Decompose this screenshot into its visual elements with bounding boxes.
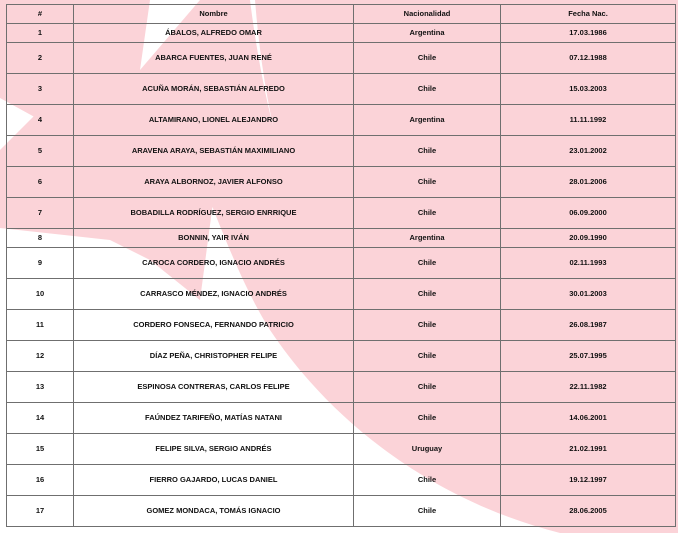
row-name: ARAYA ALBORNOZ, JAVIER ALFONSO bbox=[74, 167, 354, 198]
table-row bbox=[7, 465, 676, 496]
table-row bbox=[7, 372, 676, 403]
row-name: ACUÑA MORÁN, SEBASTIÁN ALFREDO bbox=[74, 74, 354, 105]
row-nationality: Argentina bbox=[354, 24, 501, 43]
row-name: BONNIN, YAIR IVÁN bbox=[74, 229, 354, 248]
row-birth-date: 20.09.1990 bbox=[501, 229, 676, 248]
table-row bbox=[7, 74, 676, 105]
table-row bbox=[7, 24, 676, 43]
row-birth-date: 23.01.2002 bbox=[501, 136, 676, 167]
row-birth-date: 30.01.2003 bbox=[501, 279, 676, 310]
row-birth-date: 11.11.1992 bbox=[501, 105, 676, 136]
table-header-row bbox=[7, 5, 676, 24]
table-row bbox=[7, 310, 676, 341]
row-nationality: Chile bbox=[354, 74, 501, 105]
row-num: 2 bbox=[7, 43, 74, 74]
row-num: 7 bbox=[7, 198, 74, 229]
row-nationality: Chile bbox=[354, 43, 501, 74]
row-birth-date: 26.08.1987 bbox=[501, 310, 676, 341]
table-row bbox=[7, 248, 676, 279]
row-name: FELIPE SILVA, SERGIO ANDRÉS bbox=[74, 434, 354, 465]
row-nationality: Uruguay bbox=[354, 434, 501, 465]
row-name: ABARCA FUENTES, JUAN RENÉ bbox=[74, 43, 354, 74]
row-name: CAROCA CORDERO, IGNACIO ANDRÉS bbox=[74, 248, 354, 279]
row-birth-date: 17.03.1986 bbox=[501, 24, 676, 43]
row-num: 17 bbox=[7, 496, 74, 527]
row-birth-date: 19.12.1997 bbox=[501, 465, 676, 496]
row-name: FAÚNDEZ TARIFEÑO, MATÍAS NATANI bbox=[74, 403, 354, 434]
row-num: 11 bbox=[7, 310, 74, 341]
row-name: CARRASCO MÉNDEZ, IGNACIO ANDRÉS bbox=[74, 279, 354, 310]
row-name: ARAVENA ARAYA, SEBASTIÁN MAXIMILIANO bbox=[74, 136, 354, 167]
row-name: ESPINOSA CONTRERAS, CARLOS FELIPE bbox=[74, 372, 354, 403]
row-birth-date: 28.06.2005 bbox=[501, 496, 676, 527]
header-nationality: Nacionalidad bbox=[354, 5, 501, 24]
row-birth-date: 07.12.1988 bbox=[501, 43, 676, 74]
table-row bbox=[7, 105, 676, 136]
row-num: 12 bbox=[7, 341, 74, 372]
header-birth-date: Fecha Nac. bbox=[501, 5, 676, 24]
table-row bbox=[7, 43, 676, 74]
row-num: 9 bbox=[7, 248, 74, 279]
row-num: 4 bbox=[7, 105, 74, 136]
row-nationality: Chile bbox=[354, 167, 501, 198]
row-birth-date: 22.11.1982 bbox=[501, 372, 676, 403]
table-row bbox=[7, 279, 676, 310]
row-birth-date: 14.06.2001 bbox=[501, 403, 676, 434]
row-name: BOBADILLA RODRÍGUEZ, SERGIO ENRRIQUE bbox=[74, 198, 354, 229]
table-row bbox=[7, 403, 676, 434]
row-birth-date: 25.07.1995 bbox=[501, 341, 676, 372]
row-num: 3 bbox=[7, 74, 74, 105]
table-row bbox=[7, 434, 676, 465]
player-roster-table bbox=[6, 4, 676, 527]
row-name: ALTAMIRANO, LIONEL ALEJANDRO bbox=[74, 105, 354, 136]
row-birth-date: 21.02.1991 bbox=[501, 434, 676, 465]
row-num: 10 bbox=[7, 279, 74, 310]
header-name: Nombre bbox=[74, 5, 354, 24]
row-nationality: Chile bbox=[354, 198, 501, 229]
table-row bbox=[7, 136, 676, 167]
row-nationality: Chile bbox=[354, 341, 501, 372]
row-name: CORDERO FONSECA, FERNANDO PATRICIO bbox=[74, 310, 354, 341]
row-num: 8 bbox=[7, 229, 74, 248]
row-name: ÁBALOS, ALFREDO OMAR bbox=[74, 24, 354, 43]
row-num: 14 bbox=[7, 403, 74, 434]
row-num: 16 bbox=[7, 465, 74, 496]
table-row bbox=[7, 167, 676, 198]
row-nationality: Chile bbox=[354, 248, 501, 279]
row-name: GOMEZ MONDACA, TOMÁS IGNACIO bbox=[74, 496, 354, 527]
table-row bbox=[7, 198, 676, 229]
row-num: 6 bbox=[7, 167, 74, 198]
row-nationality: Chile bbox=[354, 496, 501, 527]
row-num: 13 bbox=[7, 372, 74, 403]
table-row bbox=[7, 496, 676, 527]
row-nationality: Chile bbox=[354, 136, 501, 167]
row-nationality: Argentina bbox=[354, 229, 501, 248]
row-birth-date: 06.09.2000 bbox=[501, 198, 676, 229]
table-row bbox=[7, 229, 676, 248]
row-num: 15 bbox=[7, 434, 74, 465]
row-num: 5 bbox=[7, 136, 74, 167]
row-name: DÍAZ PEÑA, CHRISTOPHER FELIPE bbox=[74, 341, 354, 372]
row-nationality: Chile bbox=[354, 310, 501, 341]
row-nationality: Chile bbox=[354, 403, 501, 434]
row-nationality: Chile bbox=[354, 372, 501, 403]
row-nationality: Chile bbox=[354, 465, 501, 496]
row-birth-date: 02.11.1993 bbox=[501, 248, 676, 279]
header-num: # bbox=[7, 5, 74, 24]
row-birth-date: 28.01.2006 bbox=[501, 167, 676, 198]
table-row bbox=[7, 341, 676, 372]
row-nationality: Chile bbox=[354, 279, 501, 310]
row-nationality: Argentina bbox=[354, 105, 501, 136]
row-name: FIERRO GAJARDO, LUCAS DANIEL bbox=[74, 465, 354, 496]
row-birth-date: 15.03.2003 bbox=[501, 74, 676, 105]
row-num: 1 bbox=[7, 24, 74, 43]
